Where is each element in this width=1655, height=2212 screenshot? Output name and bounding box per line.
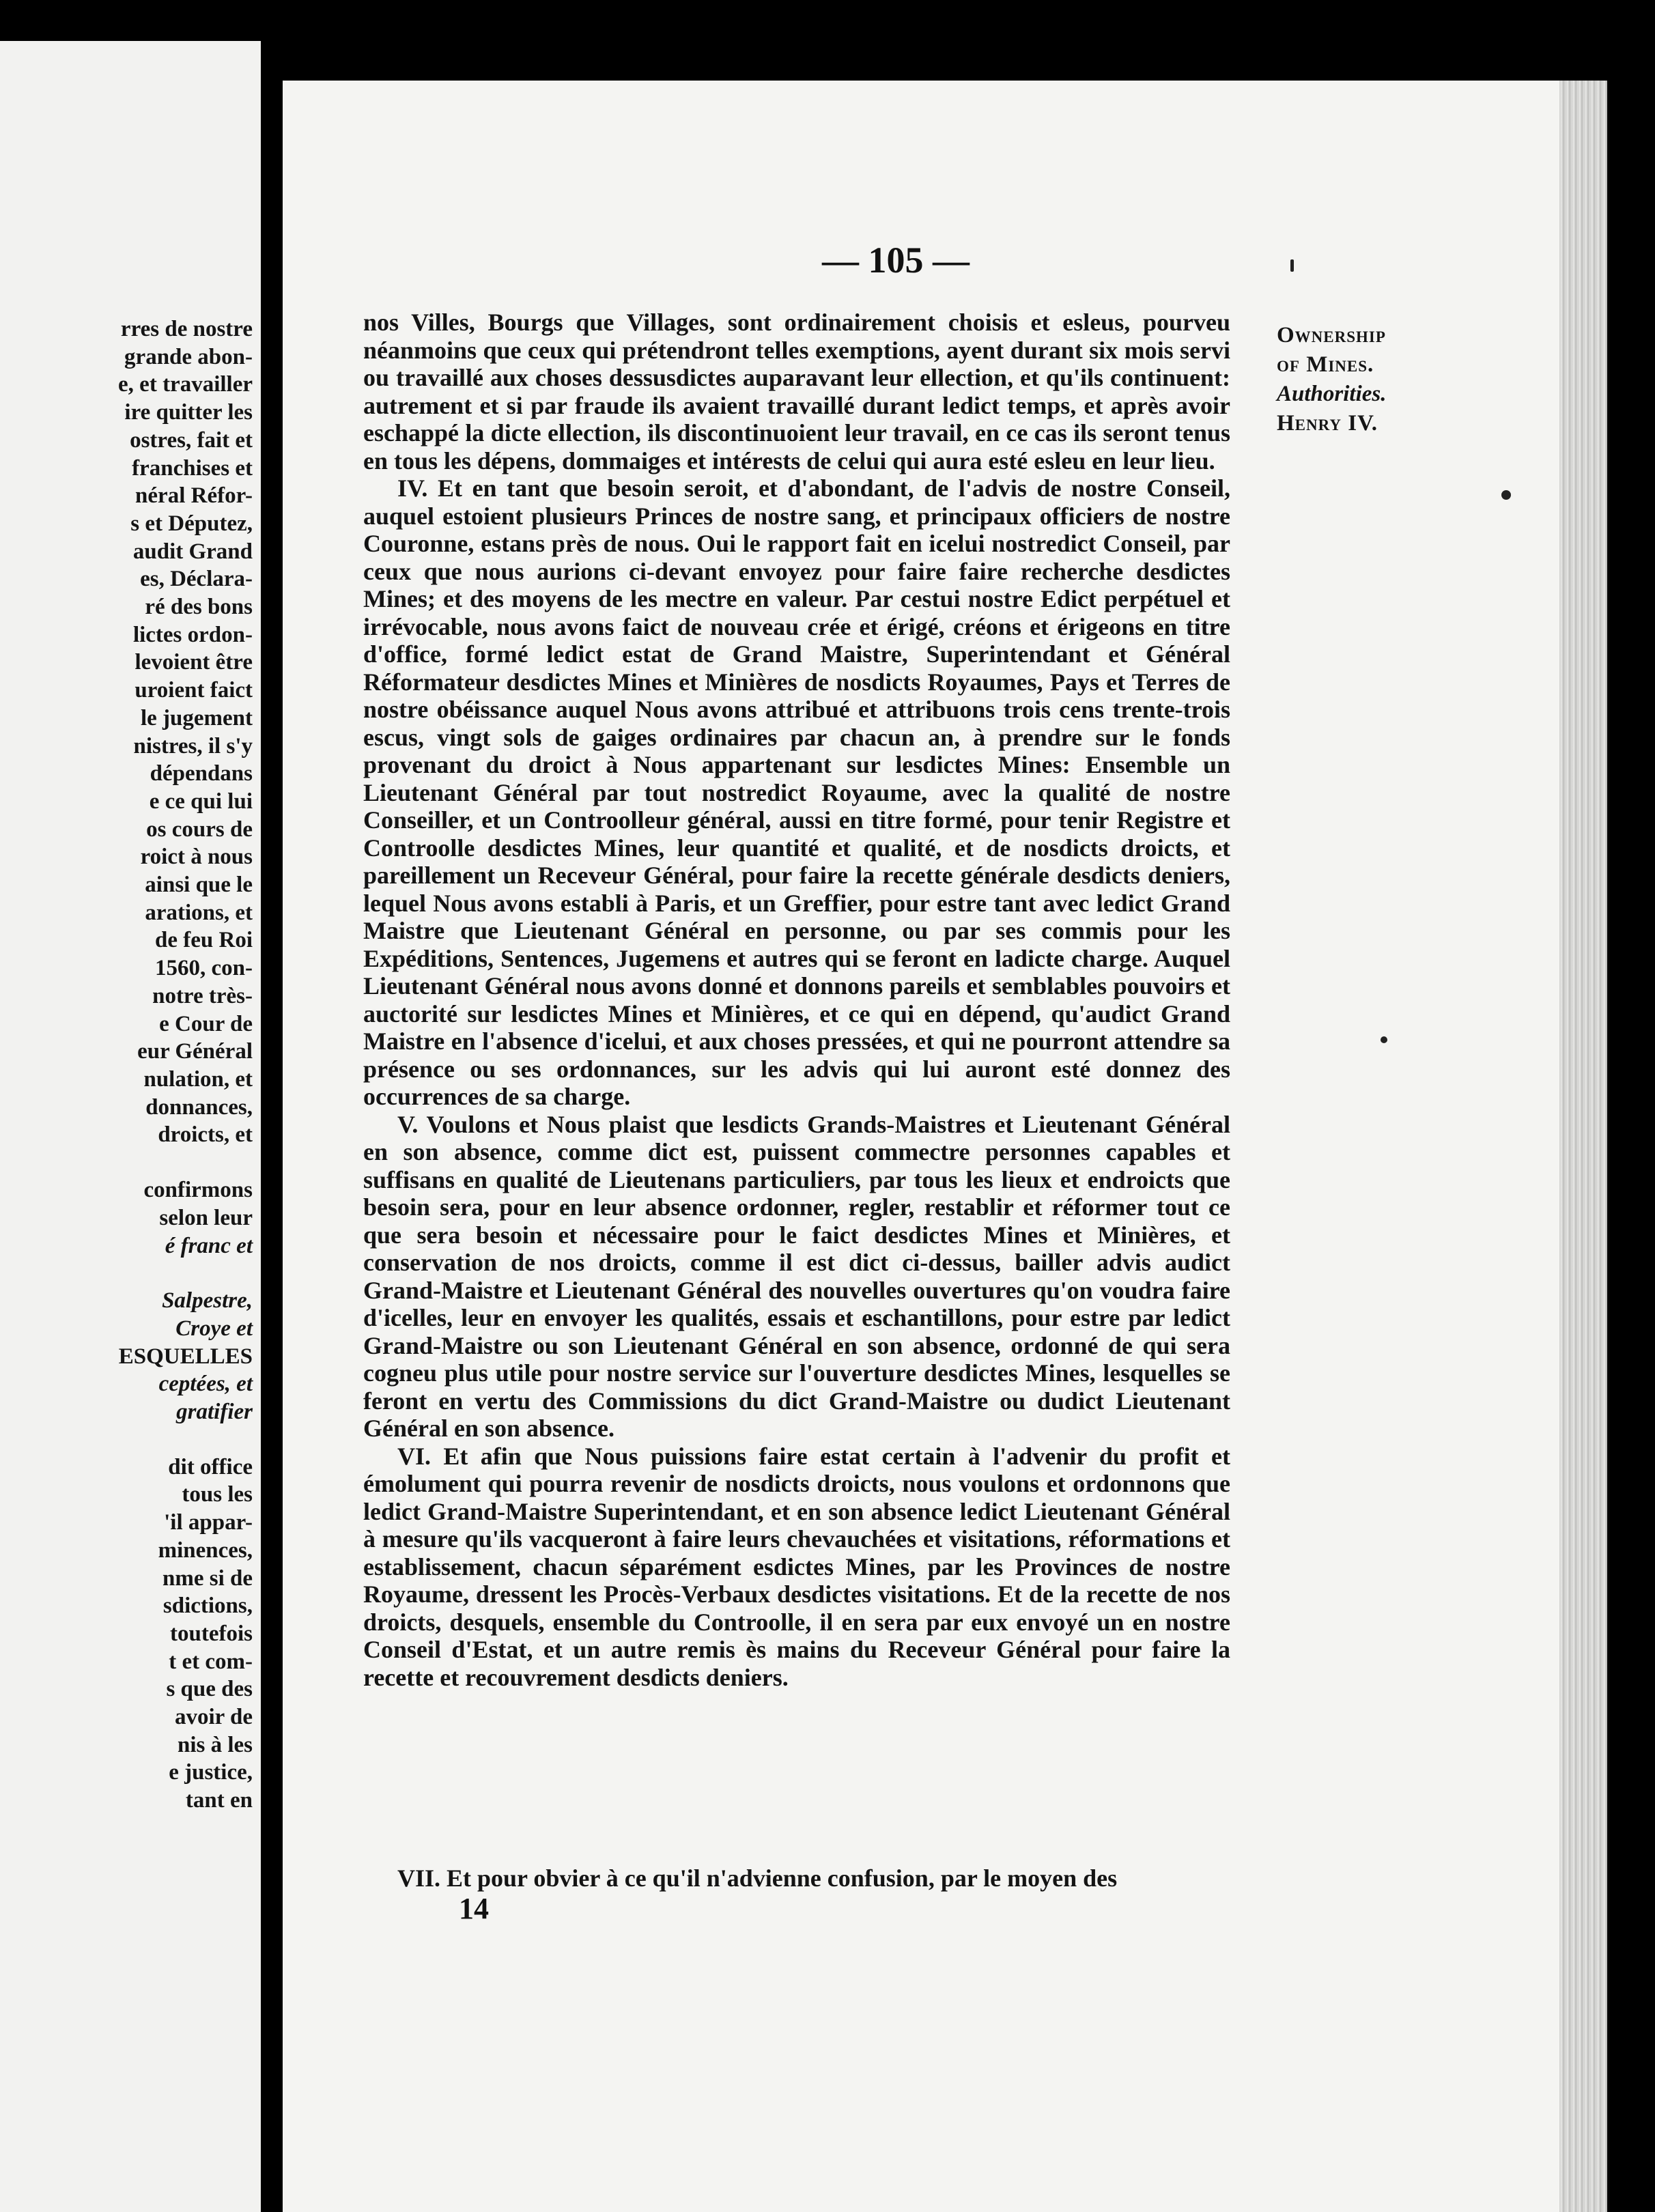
left-line: gratifier xyxy=(176,1400,253,1425)
left-line-gap xyxy=(0,1426,253,1454)
left-line: Salpestre, xyxy=(162,1288,253,1314)
left-line: s et Députez, xyxy=(130,511,253,536)
left-line: e justice, xyxy=(169,1760,253,1785)
left-line: avoir de xyxy=(175,1705,253,1730)
left-line: ceptées, et xyxy=(158,1372,253,1397)
left-line: dit office xyxy=(168,1454,253,1479)
left-line: lictes ordon- xyxy=(132,622,253,647)
left-line: tous les xyxy=(182,1482,253,1507)
left-line-gap xyxy=(0,1260,253,1287)
margin-note-line: Authorities. xyxy=(1277,382,1387,406)
left-line: ESQUELLES xyxy=(118,1344,253,1369)
left-line: s que des xyxy=(166,1677,253,1702)
margin-note-line: Ownership xyxy=(1277,323,1386,348)
left-line: Croye et xyxy=(175,1316,253,1341)
left-line-gap xyxy=(0,1149,253,1176)
left-line: arations, et xyxy=(145,900,253,925)
left-line: e, et travailler xyxy=(118,372,253,397)
margin-note-line: Henry IV. xyxy=(1277,411,1378,436)
left-line: 1560, con- xyxy=(155,956,253,981)
left-line: os cours de xyxy=(146,817,253,842)
signature-mark: 14 xyxy=(459,1892,489,1925)
left-line: t et com- xyxy=(169,1649,253,1674)
left-line: nis à les xyxy=(177,1732,253,1757)
left-line: de feu Roi xyxy=(155,928,253,953)
left-line: ainsi que le xyxy=(145,873,253,898)
left-line: 'il appar- xyxy=(164,1510,253,1535)
left-line: ré des bons xyxy=(145,595,253,620)
left-line: ire quitter les xyxy=(124,400,253,425)
ink-speck xyxy=(1290,259,1294,272)
body-text xyxy=(363,309,1230,1691)
left-line: donnances, xyxy=(145,1094,253,1120)
left-line: roict à nous xyxy=(140,845,253,870)
ink-speck xyxy=(1501,490,1511,500)
left-line: é franc et xyxy=(165,1233,253,1258)
page-edge-stack xyxy=(1559,81,1607,2212)
left-line: tant en xyxy=(185,1788,253,1813)
left-line: sdictions, xyxy=(162,1593,253,1619)
left-line: e ce qui lui xyxy=(149,789,253,814)
left-line: ostres, fait et xyxy=(130,427,253,453)
paragraph-article-v: V. Voulons et Nous plaist que lesdicts Grands-Maistres et Lieutenant Général en son absence, comme dict est, puissent commectre personnes capables et suffisans en qualité de Lieutenans particuliers, par tous les lieux et endroicts que besoin sera, pour en leur absence ordonner, regler, restablir et réformer tout ce que sera besoin et nécessaire pour le faict desdictes Mines et Minières, et conservation de nos droicts, comme il est dict ci-dessus, bailler advis audict Grand-Maistre et Lieutenant Général des nouvelles ouvertures qu'on voudra faire d'icelles, leur en envoyer les qualités, essais et eschantillons, pour estre par ledict Grand-Maistre ou son Lieutenant Général en son absence, ordonné de qui sera cogneu plus utile pour nostre service sur l'ouverture desdictes Mines, lesquelles se feront en vertu des Commissions du dict Grand-Maistre ou dudict Lieutenant Général en son absence. xyxy=(363,1110,1230,1442)
paragraph-article-iv: IV. Et en tant que besoin seroit, et d'abondant, de l'advis de nostre Conseil, auquel estoient plusieurs Princes de nostre sang, et principaux officiers de nostre Couronne, estans près de nous. Oui le rapport fait en icelui nostredict Conseil, par ceux que nous aurions ci-devant envoyez pour faire faire recherche desdictes Mines; et des moyens de les mectre en valeur. Par cestui nostre Edict perpétuel et irrévocable, nous avons faict de nouveau crée et érigé, créons et érigeons en titre d'office, formé ledict estat de Grand Maistre, Superintendant et Général Réformateur desdictes Mines et Minières de nosdicts Royaumes, Pays et Terres de nostre obéissance auquel Nous avons attribué et attribuons trois cens trente-trois escus, vingt sols de gaiges ordinaires par chacun an, à prendre sur le fonds provenant du droict à Nous appartenant sur lesdictes Mines: Ensemble un Lieutenant Général par tout nostredict Royaume, avec la qualité de nostre Conseiller, et un Controolleur général, aussi en titre formé, pour tenir Registre et Controolle desdictes Mines, leur quantité et qualité, et de nosdicts droicts, et pareillement un Receveur Général, pour faire la recette générale desdicts deniers, lequel Nous avons establi à Paris, et un Greffier, pour estre tant avec ledict Grand Maistre que Lieutenant Général en personne, ou par ses commis pour les Expéditions, Sentences, Jugemens et autres qui se feront en ladicte charge. Auquel Lieutenant Général nous avons donné et donnons pareils et semblables pouvoirs et auctorité sur lesdictes Mines et Minières, et ce qui en dépend, qu'audict Grand Maistre en l'absence d'icelui, et aux choses pressées, et qui ne pourront attendre sa présence ou ses ordonnances, sur les advis qui lui auront esté donnez des occurrences de sa charge. xyxy=(363,474,1230,1110)
left-line: levoient être xyxy=(135,650,253,675)
left-line: rres de nostre xyxy=(120,317,253,341)
left-line: nistres, il s'y xyxy=(133,733,253,758)
left-line: toutefois xyxy=(170,1621,253,1646)
left-line: eur Général xyxy=(137,1039,253,1064)
left-line: le jugement xyxy=(140,705,253,731)
left-line: dépendans xyxy=(150,761,253,786)
left-line: franchises et xyxy=(132,455,253,481)
paragraph-continuation: nos Villes, Bourgs que Villages, sont ordinairement choisis et esleus, pourveu néanmoins que ceux qui prétendront telles exemptions, ayent durant six mois servi ou travaillé aux choses dessusdictes auparavant leur ellection, et qu'ils continuent: autrement et si par fraude ils avaient travaillé durant ledict temps, et après avoir eschappé la dicte ellection, ils discontinuoient leur travail, en ce cas ils seront tenus en tous les dépens, dommaiges et intérests de celui qui aura esté esleu en leur lieu. xyxy=(363,309,1230,474)
paragraph-article-vi: VI. Et afin que Nous puissions faire estat certain à l'advenir du profit et émolument qui pourra revenir de nosdicts droicts, nous voulons et ordonnons que ledict Grand-Maistre Superintendant, et en son absence ledict Lieutenant Général à mesure qu'ils vacqueront à faire leurs chevauchées et visitations, réformations et establissement, chacun séparément esdictes Mines, par les Provinces de nostre Royaume, dressent les Procès-Verbaux desdictes visitations. Et de la recette de nos droicts, desquels, ensemble du Controolle, il en sera par eux envoyé un en nostre Conseil d'Estat, et un autre remis ès mains du Receveur Général pour faire la recette et recouvrement desdicts deniers. xyxy=(363,1442,1230,1691)
ink-speck xyxy=(1381,1036,1387,1043)
left-line: nme si de xyxy=(162,1565,253,1591)
left-line: audit Grand xyxy=(132,539,253,564)
right-page xyxy=(283,81,1607,2212)
left-line: confirmons xyxy=(143,1178,253,1203)
page-number: — 105 — xyxy=(822,240,970,281)
left-line: selon leur xyxy=(159,1205,253,1230)
margin-note xyxy=(1277,321,1386,438)
left-page-text xyxy=(0,315,253,1815)
margin-note-line: of Mines. xyxy=(1277,352,1374,377)
left-line: droicts, et xyxy=(158,1122,253,1148)
left-line: minences, xyxy=(158,1537,253,1563)
left-line: nulation, et xyxy=(143,1066,253,1092)
left-line: néral Réfor- xyxy=(135,483,253,509)
left-line: es, Déclara- xyxy=(140,567,253,592)
left-line: notre très- xyxy=(152,983,253,1008)
left-page-fragment xyxy=(0,41,261,2212)
left-line: e Cour de xyxy=(159,1011,253,1036)
left-line: uroient faict xyxy=(135,678,253,703)
paragraph-article-vii: VII. Et pour obvier à ce qu'il n'advienne confusion, par le moyen des xyxy=(397,1864,1118,1892)
left-line: grande abon- xyxy=(124,344,253,369)
